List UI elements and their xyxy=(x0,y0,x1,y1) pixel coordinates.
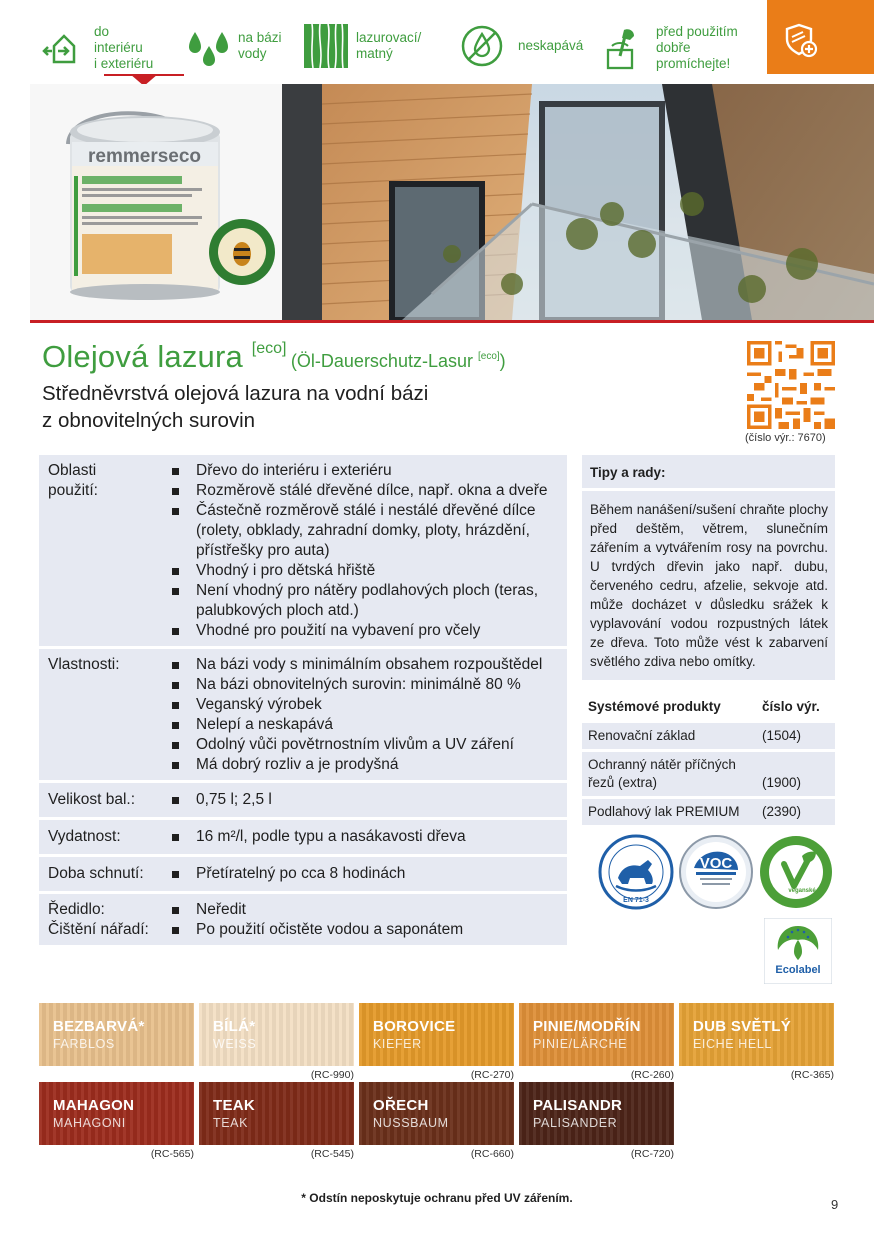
product-name-suffix: [eco] xyxy=(251,340,287,357)
subtitle-line: z obnovitelných surovin xyxy=(42,409,256,432)
spec-item: Rozměrově stálé dřevěné dílce, např. okna a dveře xyxy=(171,481,559,501)
spec-item: 16 m²/l, podle typu a nasákavosti dřeva xyxy=(171,827,559,847)
product-name-german-close: ) xyxy=(499,351,506,371)
badge-label: veganské xyxy=(788,888,816,894)
swatch-name-de: EICHE HELL xyxy=(693,1037,772,1051)
swatch-name-de: WEISS xyxy=(213,1037,257,1051)
spec-item: Má dobrý rozliv a je prodyšná xyxy=(171,755,559,775)
page-title xyxy=(42,339,506,375)
swatch-code: (RC-660) xyxy=(470,1148,514,1160)
product-name-cell: Podlahový lak PREMIUM xyxy=(588,804,740,819)
swatch-name: PINIE/MODŘÍN xyxy=(533,1018,641,1035)
house-arrows-icon xyxy=(42,26,86,70)
table-row xyxy=(582,723,835,749)
color-swatch-borovice[interactable] xyxy=(359,1003,514,1081)
qr-code[interactable] xyxy=(747,341,835,429)
swatch-code: (RC-270) xyxy=(470,1069,514,1081)
spec-item: Neředit xyxy=(171,900,559,920)
spec-item: Vhodné pro použití na vybavení pro včely xyxy=(171,621,559,641)
swatch-code: (RC-720) xyxy=(630,1148,674,1160)
feature-bar xyxy=(0,0,874,84)
product-number-cell: (1900) xyxy=(762,775,802,790)
stir-hand-icon xyxy=(604,26,648,70)
swatch-code: (RC-565) xyxy=(150,1148,194,1160)
spec-item: Není vhodný pro nátěry podlahových ploch (teras, palubkových ploch atd.) xyxy=(171,581,559,621)
spec-list xyxy=(171,827,559,847)
spec-list xyxy=(171,790,559,810)
certification-badges xyxy=(596,834,836,914)
voc-tested-icon xyxy=(678,834,754,910)
color-swatch-mahagon[interactable] xyxy=(39,1082,194,1160)
spec-list xyxy=(171,461,559,641)
column-header: Systémové produkty xyxy=(588,699,721,714)
product-name-german xyxy=(291,351,506,371)
feature-stir-before-use xyxy=(604,24,738,72)
feature-label: lazurovací/ matný xyxy=(356,30,422,61)
tips-heading: Tipy a rady: xyxy=(582,455,835,488)
swatch-name-de: TEAK xyxy=(213,1116,249,1130)
subtitle-line: Střednĕvrstvá olejová lazura na vodní bázi xyxy=(42,382,429,405)
badge-label: EN 71-3 xyxy=(623,897,649,904)
spec-item: Přetíratelný po cca 8 hodinách xyxy=(171,864,559,884)
product-number-cell: (1504) xyxy=(762,728,802,743)
spec-row-properties xyxy=(39,649,567,780)
spec-list xyxy=(171,864,559,884)
swatch-name: BOROVICE xyxy=(373,1018,456,1035)
product-subtitle xyxy=(42,380,428,434)
product-name-cell: Ochranný nátěr příčných řezů (extra) xyxy=(588,757,736,790)
spec-item: Na bázi vody s minimálním obsahem rozpouštědel xyxy=(171,655,559,675)
water-drops-icon xyxy=(186,24,230,68)
house-facade-photo xyxy=(282,84,874,320)
spec-row-application xyxy=(39,455,567,646)
spec-item: Po použití očistěte vodou a saponátem xyxy=(171,920,559,940)
spec-table xyxy=(39,455,567,948)
spec-item: Vhodný i pro dětská hřiště xyxy=(171,561,559,581)
hero-image xyxy=(30,84,874,320)
product-name-german-suffix: [eco] xyxy=(477,351,500,362)
swatch-code: (RC-545) xyxy=(310,1148,354,1160)
can-brand-text: remmerseco xyxy=(88,146,202,167)
footnote: * Odstín neposkytuje ochranu před UV zářením. xyxy=(301,1191,573,1205)
spec-item: Částečně rozměrově stálé i nestálé dřevěné dílce (rolety, obklady, zahradní domky, ploty, hrázdění, přístřešky pro auta) xyxy=(171,501,559,561)
product-name-german-text: (Öl-Dauerschutz-Lasur xyxy=(290,351,478,371)
swatch-name-de: KIEFER xyxy=(373,1037,422,1051)
spec-list xyxy=(171,655,559,775)
swatch-name: PALISANDR xyxy=(533,1097,623,1114)
spec-item: 0,75 l; 2,5 l xyxy=(171,790,559,810)
column-header: číslo výr. xyxy=(762,699,820,714)
spec-item: Nelepí a neskapává xyxy=(171,715,559,735)
spec-item: Dřevo do interiéru i exteriéru xyxy=(171,461,559,481)
color-swatch-orech[interactable] xyxy=(359,1082,514,1160)
feature-indoor-outdoor xyxy=(42,24,153,72)
product-can-image xyxy=(30,84,282,320)
color-swatch-teak[interactable] xyxy=(199,1082,354,1160)
swatch-name-de: MAHAGONI xyxy=(53,1116,126,1130)
tips-text: Během nanášení/sušení chraňte plochy před deštěm, větrem, slunečním zářením a vytvářením rosy na povrchu. U tvrdých dřevin jako např. dubu, červeného cedru, afzelie, sekvoje atd. může docházet v důsledku srážek k vyplavování vodou rozpustných látek ze dřeva. Toto může vést k zabarvení světlého zdiva nebo omítky. xyxy=(582,491,835,680)
ecolabel-text: Ecolabel xyxy=(775,964,821,976)
spec-item: Veganský výrobek xyxy=(171,695,559,715)
product-name: Olejová lazura xyxy=(42,339,252,374)
spec-item: Odolný vůči povětrnostním vlivům a UV záření xyxy=(171,735,559,755)
swatch-name-de: PALISANDER xyxy=(533,1116,618,1130)
brand-tab xyxy=(767,0,874,74)
feature-label: do interiéru i exteriéru xyxy=(94,24,154,71)
tips-box xyxy=(582,455,835,680)
spec-list xyxy=(171,900,559,940)
feature-label: před použitím dobře promíchejte! xyxy=(656,24,738,71)
spec-row-pack-size xyxy=(39,783,567,817)
spec-item: Na bázi obnovitelných surovin: minimálně 80 % xyxy=(171,675,559,695)
en71-toy-safety-icon xyxy=(598,834,674,910)
spec-label: Oblasti použití: xyxy=(48,462,98,499)
vegan-icon xyxy=(758,834,834,910)
feature-no-drip xyxy=(460,24,583,68)
swatch-code: (RC-990) xyxy=(310,1069,354,1081)
swatch-name-de: PINIE/LÄRCHE xyxy=(533,1037,628,1051)
feature-glaze-matt xyxy=(304,24,421,68)
wood-grain-icon xyxy=(304,24,348,68)
badge-label: VOC xyxy=(699,855,733,872)
eu-ecolabel-icon xyxy=(764,918,832,984)
swatch-name: OŘECH xyxy=(373,1097,429,1114)
swatch-name: BÍLÁ* xyxy=(213,1018,256,1035)
system-products-header xyxy=(582,694,835,720)
no-drip-icon xyxy=(460,24,504,68)
swatch-name-de: NUSSBAUM xyxy=(373,1116,449,1130)
table-row xyxy=(582,752,835,796)
feature-label: na bázi vody xyxy=(238,30,282,61)
color-swatch-palisandr[interactable] xyxy=(519,1082,674,1160)
swatch-name-de: FARBLOS xyxy=(53,1037,115,1051)
spec-label: Doba schnutí: xyxy=(48,865,144,882)
system-products-table xyxy=(582,694,835,828)
color-swatch-pinie-modrin[interactable] xyxy=(519,1003,674,1081)
swatch-name: TEAK xyxy=(213,1097,256,1114)
swatch-code: (RC-260) xyxy=(630,1069,674,1081)
swatch-name: DUB SVĚTLÝ xyxy=(693,1018,792,1035)
feature-water-based xyxy=(186,24,282,68)
color-swatch-bila[interactable] xyxy=(199,1003,354,1081)
product-number-cell: (2390) xyxy=(762,804,802,819)
spec-label: Vydatnost: xyxy=(48,828,121,845)
page-number: 9 xyxy=(831,1197,839,1212)
feature-label: neskapává xyxy=(518,38,584,53)
product-name-cell: Renovační základ xyxy=(588,728,696,743)
spec-label: Vlastnosti: xyxy=(48,656,120,673)
shield-plus-icon xyxy=(783,22,819,58)
color-swatch-dub-svetly[interactable] xyxy=(679,1003,834,1081)
spec-row-thinner-cleaning xyxy=(39,894,567,945)
spec-label: Ředidlo: Čištění nářadí: xyxy=(48,901,149,938)
table-row xyxy=(582,799,835,825)
swatch-name: BEZBARVÁ* xyxy=(53,1018,145,1035)
color-swatch-bezbarva[interactable] xyxy=(39,1003,194,1066)
item-number: (číslo výr.: 7670) xyxy=(745,432,826,444)
spec-label: Velikost bal.: xyxy=(48,791,136,808)
spec-row-drying-time xyxy=(39,857,567,891)
swatch-code: (RC-365) xyxy=(790,1069,834,1081)
hero-divider xyxy=(30,320,874,323)
spec-row-coverage xyxy=(39,820,567,854)
swatch-name: MAHAGON xyxy=(53,1097,135,1114)
